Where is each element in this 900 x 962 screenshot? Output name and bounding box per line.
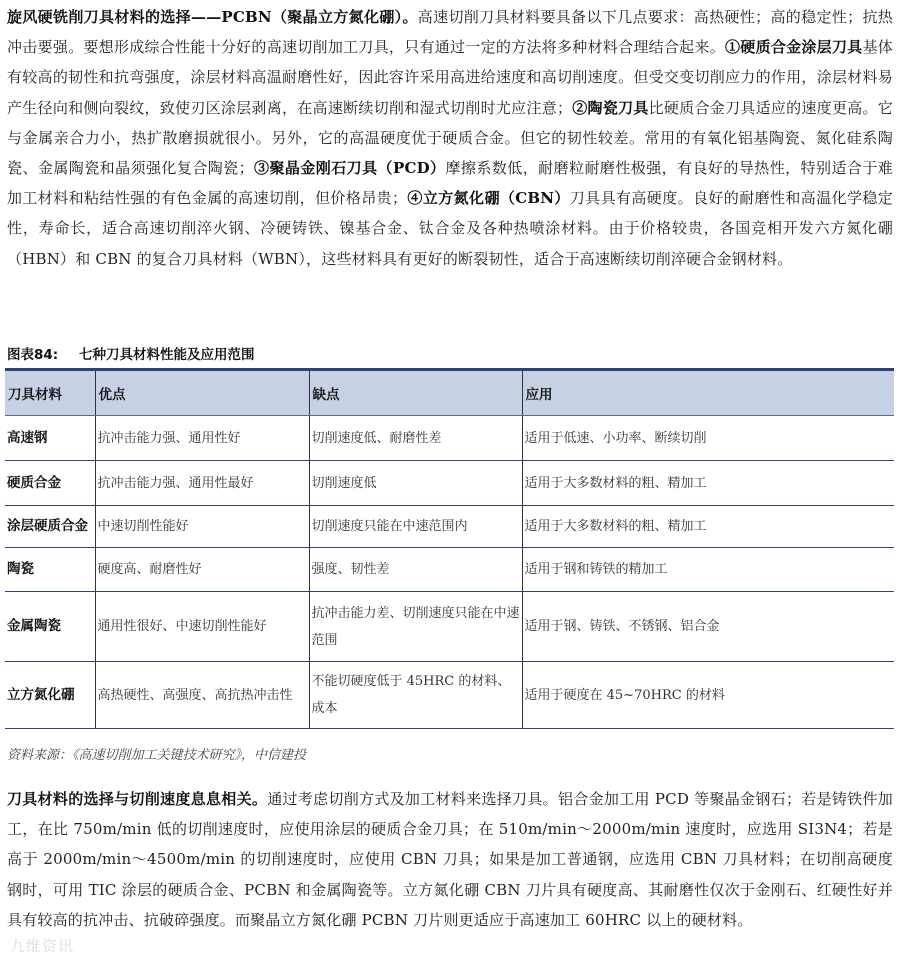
item1-text: 基体有较高的韧性和抗弯强度，涂层材料高温耐磨性好，因此容许采用高进给速度和高切削速度。但受交变切削应力的作用，涂层材料易产生径向和侧向裂纹，致使刃区涂层剥离，在高速断续切削和湿式切削时尤应注意；	[7, 38, 893, 117]
table-row	[5, 506, 894, 548]
intro-paragraph	[7, 2, 893, 274]
header-material: 刀具材料	[5, 370, 95, 416]
item2-title: ②陶瓷刀具	[572, 98, 649, 117]
disadvantages-cell: 强度、韧性差	[309, 548, 522, 592]
header-application: 应用	[522, 370, 894, 416]
material-name: 金属陶瓷	[5, 592, 95, 662]
disadvantages-cell: 抗冲击能力差、切削速度只能在中速范围	[309, 592, 522, 662]
disadvantages-cell: 切削速度低	[309, 461, 522, 506]
tool-material-table	[5, 368, 894, 729]
advantages-cell: 硬度高、耐磨性好	[95, 548, 309, 592]
table-header-row	[5, 370, 894, 416]
figure-caption	[7, 343, 255, 363]
advantages-cell: 通用性很好、中速切削性能好	[95, 592, 309, 662]
figure-title: 七种刀具材料性能及应用范围	[79, 347, 255, 363]
figure-number: 图表84:	[7, 347, 59, 363]
table-row	[5, 592, 894, 662]
intro-text: 高速切削刀具材料要具备以下几点要求：高热硬性；高的稳定性；抗热冲击要强。要想形成综合性能十分好的高速切削加工刀具，只有通过一定的方法将多种材料合理结合起来。	[7, 8, 893, 57]
item2-text: 比硬质合金刀具适应的速度更高。它与金属亲合力小，热扩散磨损就很小。另外，它的高温硬度优于硬质合金。但它的韧性较差。常用的有氧化铝基陶瓷、氮化硅系陶瓷、金属陶瓷和晶须强化复合陶瓷；	[7, 98, 893, 178]
advantages-cell: 抗冲击能力强、通用性好	[95, 416, 309, 461]
table-row	[5, 461, 894, 506]
header-disadvantages: 缺点	[309, 370, 522, 416]
table-row	[5, 416, 894, 461]
application-cell: 适用于钢、铸铁、不锈钢、铝合金	[522, 592, 894, 662]
application-cell: 适用于低速、小功率、断续切削	[522, 416, 894, 461]
table-row	[5, 662, 894, 729]
watermark: 九维资讯	[10, 937, 75, 955]
material-name: 高速钢	[5, 416, 95, 461]
intro-title: 旋风硬铣削刀具材料的选择——PCBN（聚晶立方氮化硼）。	[7, 8, 418, 26]
advantages-cell: 抗冲击能力强、通用性最好	[95, 461, 309, 506]
disadvantages-cell: 切削速度低、耐磨性差	[309, 416, 522, 461]
item1-title: ①硬质合金涂层刀具	[725, 38, 863, 57]
disadvantages-cell: 切削速度只能在中速范围内	[309, 506, 522, 548]
outro-paragraph	[7, 784, 893, 935]
material-name: 硬质合金	[5, 461, 95, 506]
application-cell: 适用于大多数材料的粗、精加工	[522, 506, 894, 548]
application-cell: 适用于硬度在 45~70HRC 的材料	[522, 662, 894, 729]
item3-title: ③聚晶金刚石刀具（PCD）	[253, 159, 446, 178]
application-cell: 适用于钢和铸铁的精加工	[522, 548, 894, 592]
item4-text: 刀具具有高硬度。良好的耐磨性和高温化学稳定性，寿命长，适合高速切削淬火钢、冷硬铸铁、镍基合金、钛合金及各种热喷涂材料。由于价格较贵，各国竞相开发六方氮化硼（HBN）和 CBN 的复合刀具材料（WBN），这些材料具有更好的断裂韧性，适合于高速断续切削淬硬合金钢材料。	[7, 189, 894, 268]
table-row	[5, 548, 894, 592]
advantages-cell: 中速切削性能好	[95, 506, 309, 548]
disadvantages-cell: 不能切硬度低于 45HRC 的材料、成本	[309, 662, 522, 729]
item4-title: ④立方氮化硼（CBN）	[407, 189, 570, 208]
outro-text: 通过考虑切削方式及加工材料来选择刀具。铝合金加工用 PCD 等聚晶金钢石；若是铸铁件加工，在比 750m/min 低的切削速度时，应使用涂层的硬质合金刀具；在 510m/min～2000m/min 速度时，应选用 SI3N4；若是高于 2000m/min～4500m/min 的切削速度时，应使用 CBN 刀具；如果是加工普通钢，应选用 CBN 刀具材料；在切削高硬度钢时，可用 TIC 涂层的硬质合金、PCBN 和金属陶瓷等。立方氮化硼 CBN 刀片具有硬度高、其耐磨性仅次于金刚石、红硬性好并具有较高的抗冲击、抗破碎强度。而聚晶立方氮化硼 PCBN 刀片则更适应于高速加工 60HRC 以上的硬材料。	[7, 790, 893, 929]
source-note: 资料来源：《高速切削加工关键技术研究》，中信建投	[7, 748, 307, 763]
advantages-cell: 高热硬性、高强度、高抗热冲击性	[95, 662, 309, 729]
application-cell: 适用于大多数材料的粗、精加工	[522, 461, 894, 506]
material-name: 涂层硬质合金	[5, 506, 95, 548]
material-name: 陶瓷	[5, 548, 95, 592]
outro-title: 刀具材料的选择与切削速度息息相关。	[7, 790, 268, 808]
item3-text: 摩擦系数低，耐磨粒耐磨性极强，有良好的导热性，特别适合于难加工材料和粘结性强的有色金属的高速切削，但价格昂贵；	[7, 159, 894, 208]
material-name: 立方氮化硼	[5, 662, 95, 729]
header-advantages: 优点	[95, 370, 309, 416]
